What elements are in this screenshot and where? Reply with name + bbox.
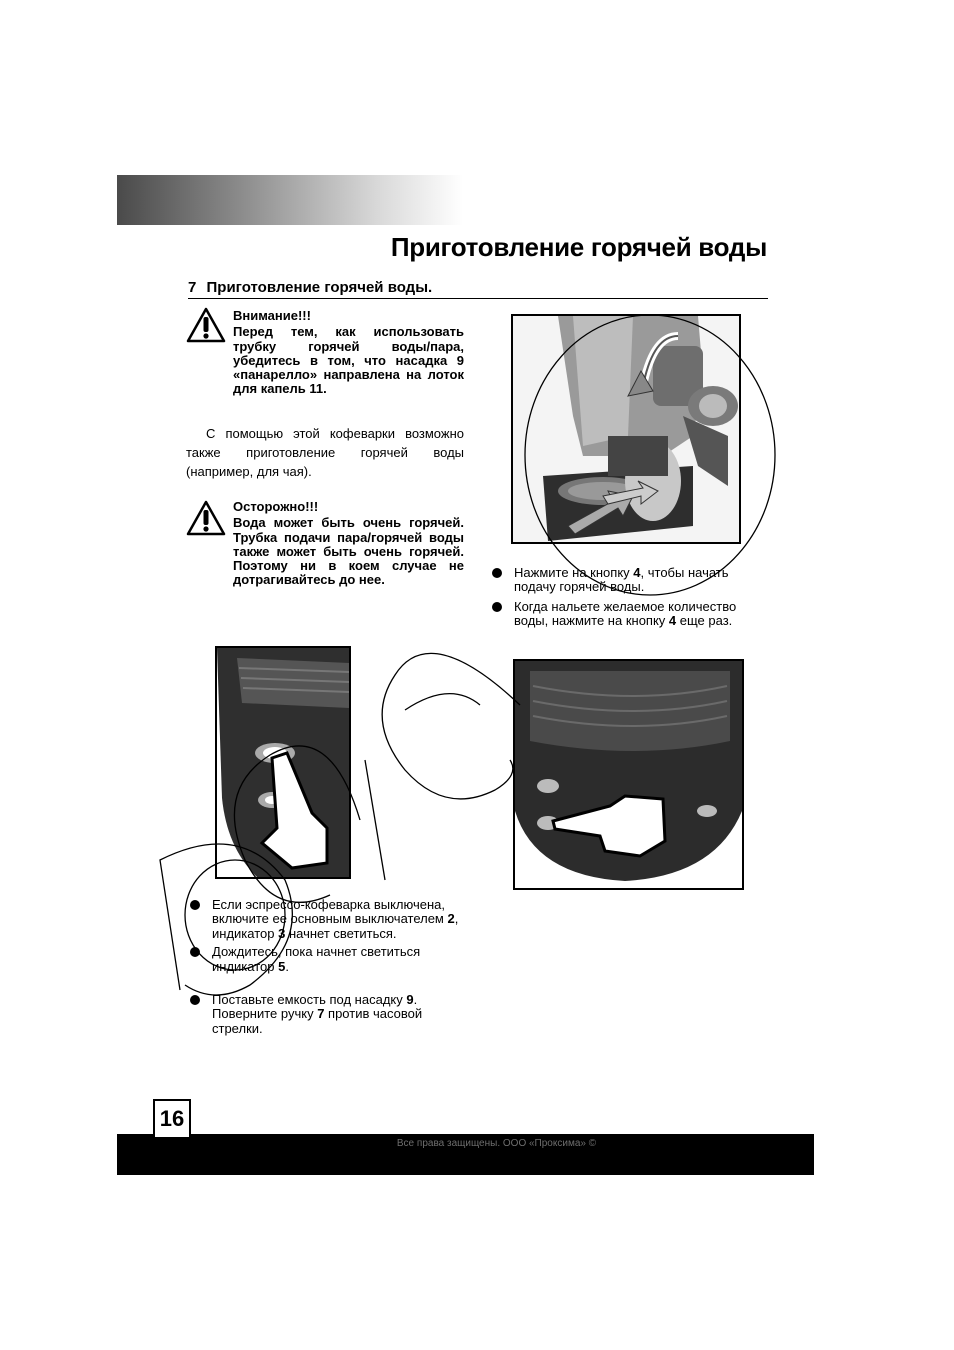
warning-1-text: Перед тем, как использовать трубку горячей воды/пара, убедитесь в том, что насадка 9 «панарелло» направлена на лоток для капель 11.: [233, 324, 464, 397]
warning-2-text: Вода может быть очень горячей. Трубка подачи пара/горячей воды также может быть очень горячей. Поэтому ни в коем случае не дотрагивайтесь до нее.: [233, 515, 464, 588]
warning-note-2: [233, 500, 464, 588]
intro-paragraph: С помощью этой кофеварки возможно также приготовление горячей воды (например, для чая).: [186, 426, 464, 479]
warning-note-1: [233, 309, 464, 397]
steps-left-list: [190, 898, 460, 1036]
header-gradient-bar: [117, 175, 463, 225]
list-item: Дождитесь, пока начнет светиться индикатор 5.: [190, 945, 460, 974]
list-item: Поставьте емкость под насадку 9. Поверните ручку 7 против часовой стрелки.: [190, 993, 460, 1036]
section-number: 7: [188, 279, 197, 296]
warning-triangle-icon: [186, 500, 226, 536]
bullet-icon: [190, 995, 200, 1005]
warning-triangle-icon: [186, 307, 226, 343]
footer-copyright: Все права защищены. ООО «Проксима» ©: [396, 1138, 597, 1149]
list-item: Когда нальете желаемое количество воды, нажмите на кнопку 4 еще раз.: [492, 600, 764, 629]
steps-right-list: [492, 566, 764, 629]
warning-1-heading: Внимание!!!: [233, 308, 311, 323]
photo-control-panel-right: [513, 659, 744, 890]
page-number: 16: [153, 1099, 191, 1139]
section-title: Приготовление горячей воды.: [206, 279, 433, 296]
photo-control-panel-left: [215, 646, 351, 879]
bullet-icon: [190, 947, 200, 957]
list-item: Нажмите на кнопку 4, чтобы начать подачу горячей воды.: [492, 566, 764, 595]
section-heading: [188, 279, 768, 299]
photo-machine-knob: [511, 314, 741, 544]
warning-2-heading: Осторожно!!!: [233, 499, 319, 514]
bullet-icon: [492, 602, 502, 612]
bullet-icon: [190, 900, 200, 910]
bullet-icon: [492, 568, 502, 578]
list-item: Если эспрессо-кофеварка выключена, включите ее основным выключателем 2, индикатор 3 начнет светиться.: [190, 898, 460, 941]
page-title: Приготовление горячей воды: [390, 232, 767, 262]
